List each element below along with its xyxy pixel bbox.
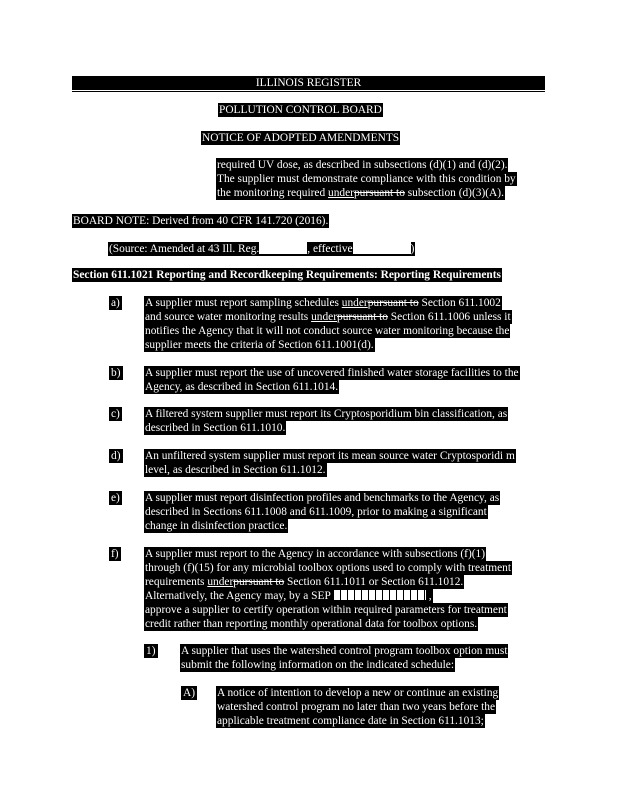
- item-f-label: f): [111, 548, 119, 560]
- item-e-line-3: change in disinfection practice.: [145, 520, 288, 532]
- item-a-line-4: supplier meets the criteria of Section 611.1001(d).: [145, 339, 374, 351]
- item-f-line-3: requirements underpursuant to Section 611.1011 or Section 611.1012.: [145, 576, 464, 588]
- board-note: BOARD NOTE: Derived from 40 CFR 141.720 (2016).: [73, 215, 329, 227]
- item-e-line-1: A supplier must report disinfection profiles and benchmarks to the Agency, as: [145, 492, 500, 504]
- item-a-line-3: notifies the Agency that it will not conduct source water monitoring because the: [145, 325, 510, 337]
- item-f1-line-2: submit the following information on the indicated schedule:: [181, 659, 455, 671]
- item-f-line-1: A supplier must report to the Agency in accordance with subsections (f)(1): [145, 548, 486, 560]
- item-f1-label: 1): [146, 645, 156, 657]
- register-header: [72, 76, 545, 90]
- header-rule: [72, 91, 545, 92]
- continuation-line-1: required UV dose, as described in subsections (d)(1) and (d)(2).: [217, 159, 508, 171]
- item-f-line-4: Alternatively, the Agency may, by a SEP ,: [145, 590, 432, 602]
- item-d-label: d): [111, 450, 121, 462]
- item-d-line-2: level, as described in Section 611.1012.: [145, 464, 326, 476]
- item-c-line-1: A filtered system supplier must report its Cryptosporidium bin classification, as: [145, 408, 508, 420]
- item-c-line-2: described in Section 611.1010.: [145, 422, 286, 434]
- continuation-line-2: The supplier must demonstrate compliance with this condition by: [217, 173, 516, 185]
- notice-title: NOTICE OF ADOPTED AMENDMENTS: [202, 132, 400, 144]
- item-e-line-2: described in Sections 611.1008 and 611.1009, prior to making a significant: [145, 506, 487, 518]
- item-fA-label: A): [183, 687, 196, 699]
- item-c-label: c): [111, 408, 120, 420]
- redacted-sep-number: [334, 590, 426, 600]
- item-fA-line-2: watershed control program no later than two years before the: [217, 701, 496, 713]
- item-a-label: a): [111, 297, 120, 309]
- item-b-label: b): [111, 367, 121, 379]
- item-f-line-5: approve a supplier to certify operation within required parameters for treatment: [145, 604, 507, 616]
- item-f1-line-1: A supplier that uses the watershed control program toolbox option must: [181, 645, 508, 657]
- item-d-line-1: An unfiltered system supplier must report its mean source water Cryptosporidi m: [145, 450, 515, 462]
- item-fA-line-1: A notice of intention to develop a new or continue an existing: [217, 687, 499, 699]
- register-title: ILLINOIS REGISTER: [255, 77, 362, 89]
- source-line: (Source: Amended at 43 Ill. Reg. , effective ): [109, 243, 415, 255]
- item-a-line-1: A supplier must report sampling schedules underpursuant to Section 611.1002: [145, 297, 501, 309]
- item-f-line-2: through (f)(15) for any microbial toolbox options used to comply with treatment: [145, 562, 512, 574]
- board-name: POLLUTION CONTROL BOARD: [219, 104, 382, 116]
- continuation-line-3: the monitoring required underpursuant to subsection (d)(3)(A).: [217, 187, 504, 199]
- item-b-line-1: A supplier must report the use of uncovered finished water storage facilities to the: [145, 367, 519, 379]
- item-b-line-2: Agency, as described in Section 611.1014.: [145, 381, 339, 393]
- item-fA-line-3: applicable treatment compliance date in Section 611.1013;: [217, 715, 484, 727]
- item-a-line-2: and source water monitoring results underpursuant to Section 611.1006 unless it: [145, 311, 511, 323]
- section-heading: Section 611.1021 Reporting and Recordkeeping Requirements: Reporting Requirements: [73, 269, 501, 281]
- item-e-label: e): [111, 492, 120, 504]
- item-f-line-6: credit rather than reporting monthly operational data for toolbox options.: [145, 618, 478, 630]
